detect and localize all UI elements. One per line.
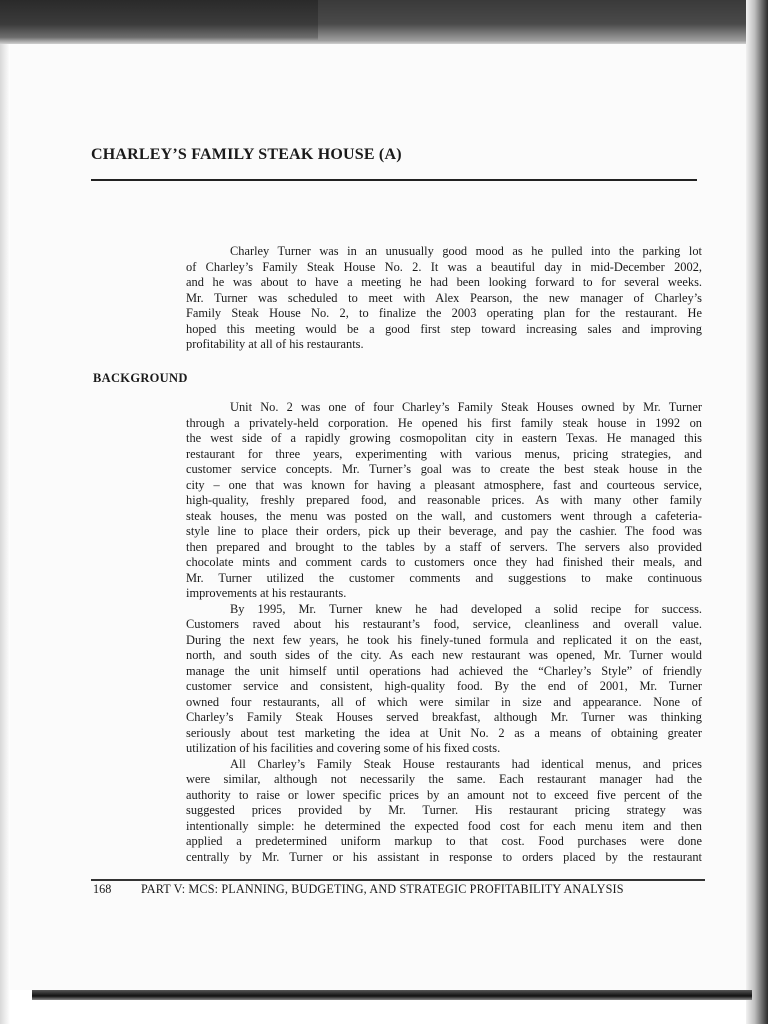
scan-shadow-bottom [32, 990, 752, 1000]
body-line: authority to raise or lower specific prices by an amount not to exceed five percent of the [186, 787, 702, 802]
scan-edge-left [0, 0, 10, 1024]
body-line: high-quality, freshly prepared food, and reasonable prices. As with many other family [186, 493, 702, 507]
intro-paragraph [186, 244, 702, 353]
body-line: Customers raved about his restaurant’s food, service, cleanliness and overall value. [186, 617, 702, 631]
body-line: All Charley’s Family Steak House restaurants had identical menus, and prices [230, 756, 702, 771]
intro-line: Family Steak House No. 2, to finalize the 2003 operating plan for the restaurant. He [186, 306, 702, 320]
body-paragraph-3 [186, 757, 702, 866]
footer-rule [91, 879, 705, 881]
body-line: steak houses, the menu was posted on the wall, and customers went through a cafeteria- [186, 508, 702, 523]
body-line: Mr. Turner utilized the customer comments and suggestions to make continuous [186, 570, 702, 585]
section-heading-background: BACKGROUND [93, 371, 188, 385]
intro-line: Charley Turner was in an unusually good mood as he pulled into the parking lot [230, 244, 702, 258]
body-paragraph-2 [186, 602, 702, 757]
body-line: restaurant for three years, experimenting with various menus, pricing strategies, and [186, 446, 702, 461]
body-line: the west side of a rapidly growing cosmopolitan city in eastern Texas. He managed this [186, 431, 702, 445]
body-line: intentionally simple: he determined the expected food cost for each menu item and then [186, 818, 702, 833]
body-line: centrally by Mr. Turner or his assistant in response to orders placed by the restaurant [186, 849, 702, 864]
body-line: were similar, although not necessarily the same. Each restaurant manager had the [186, 772, 702, 786]
scan-shadow-right [746, 0, 768, 1024]
body-line: customer service concepts. Mr. Turner’s goal was to create the best steak house in the [186, 462, 702, 476]
intro-line: and he was about to have a meeting he had been looking forward to for several weeks. [186, 275, 702, 289]
title-rule [91, 179, 697, 181]
body-line: owned four restaurants, all of which were similar in size and appearance. None of [186, 694, 702, 709]
body-line: utilization of his facilities and covering some of his fixed costs. [186, 741, 501, 755]
page-number: 168 [93, 882, 112, 896]
page-title: CHARLEY’S FAMILY STEAK HOUSE (A) [91, 146, 402, 163]
body-line: manage the unit himself until operations had achieved the “Charley’s Style” of friendly [186, 663, 702, 678]
body-line: improvements at his restaurants. [186, 586, 347, 600]
body-line: By 1995, Mr. Turner knew he had developed a solid recipe for success. [230, 601, 702, 616]
body-line: north, and south sides of the city. As each new restaurant was opened, Mr. Turner would [186, 648, 702, 662]
intro-line: Mr. Turner was scheduled to meet with Alex Pearson, the new manager of Charley’s [186, 290, 702, 305]
body-line: style line to place their orders, pick up their beverage, and pay the cashier. The food was [186, 524, 702, 538]
intro-line: of Charley’s Family Steak House No. 2. It was a beautiful day in mid-December 2002, [186, 259, 702, 274]
body-line: city – one that was known for having a pleasant atmosphere, fast and courteous service, [186, 477, 702, 492]
part-title: PART V: MCS: PLANNING, BUDGETING, AND STRATEGIC PROFITABILITY ANALYSIS [141, 882, 624, 896]
intro-line: profitability at all of his restaurants. [186, 337, 364, 351]
body-line: through a privately-held corporation. He opened his first family steak house in 1992 on [186, 415, 702, 430]
scan-shadow-top-right [318, 0, 768, 40]
intro-line: hoped this meeting would be a good first step toward increasing sales and improving [186, 321, 702, 336]
body-line: suggested prices provided by Mr. Turner. His restaurant pricing strategy was [186, 803, 702, 817]
body-line: Unit No. 2 was one of four Charley’s Family Steak Houses owned by Mr. Turner [230, 400, 702, 414]
body-paragraph-1 [186, 400, 702, 602]
page-footer [93, 882, 705, 897]
body-line: Charley’s Family Steak Houses served breakfast, although Mr. Turner was thinking [186, 710, 702, 724]
body-line: chocolate mints and comment cards to customers once they had finished their meals, and [186, 555, 702, 569]
body-line: seriously about test marketing the idea at Unit No. 2 as a means of obtaining greater [186, 725, 702, 740]
body-line: then prepared and brought to the tables by a staff of servers. The servers also provided [186, 539, 702, 554]
body-line: During the next few years, he took his finely-tuned formula and replicated it on the east, [186, 632, 702, 647]
body-line: applied a predetermined uniform markup to that cost. Food purchases were done [186, 834, 702, 848]
body-line: customer service and consistent, high-quality food. By the end of 2001, Mr. Turner [186, 679, 702, 693]
